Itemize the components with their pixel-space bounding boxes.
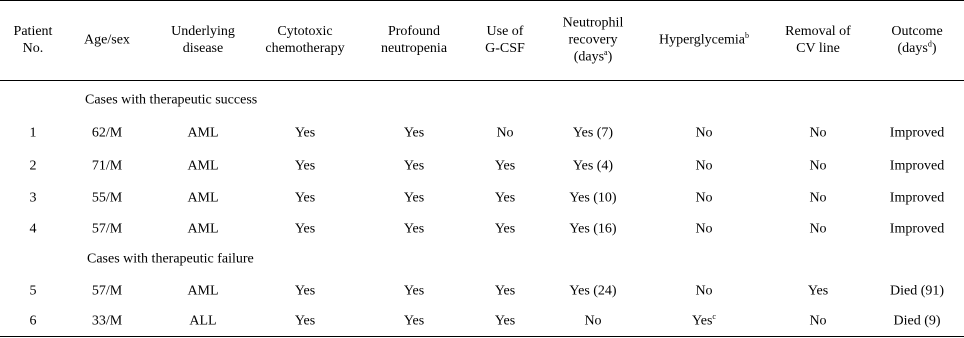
cell-chemotherapy: Yes — [294, 283, 316, 299]
cell-disease: ALL — [189, 313, 217, 329]
header-age-sex — [84, 32, 130, 49]
header-line: neutropenia — [380, 41, 448, 56]
header-line: Underlying — [171, 24, 235, 39]
cell-recovery: No — [584, 313, 602, 329]
cell-patient-no: 3 — [29, 190, 37, 206]
header-use-of-gcsf — [485, 23, 525, 57]
cell-text: Yes — [692, 313, 713, 329]
bottom-rule — [0, 336, 964, 337]
header-line: disease — [182, 41, 224, 56]
cell-chemotherapy: Yes — [294, 313, 316, 329]
cell-text: No — [695, 190, 713, 206]
cell-removal: No — [809, 313, 827, 329]
header-line: Age/sex — [84, 32, 130, 48]
cell-outcome: Improved — [889, 221, 945, 237]
cell-gcsf: Yes — [494, 221, 516, 237]
cell-neutropenia: Yes — [403, 190, 425, 206]
cell-disease: AML — [187, 221, 219, 237]
cell-recovery: Yes (7) — [572, 125, 614, 141]
cell-neutropenia: Yes — [403, 313, 425, 329]
cell-age-sex: 55/M — [91, 190, 123, 206]
header-line: CV line — [796, 41, 840, 56]
cell-neutropenia: Yes — [403, 125, 425, 141]
header-patient-no — [14, 23, 53, 57]
cell-text: No — [695, 125, 713, 141]
header-line: chemotherapy — [265, 41, 345, 56]
cell-text: No — [695, 283, 713, 299]
cell-gcsf: Yes — [494, 158, 516, 174]
header-line: Cytotoxic — [277, 24, 333, 39]
cell-disease: AML — [187, 283, 219, 299]
cell-hyperglycemia — [692, 313, 716, 330]
cell-age-sex: 33/M — [91, 313, 123, 329]
cell-removal: No — [809, 158, 827, 174]
header-line — [891, 40, 942, 57]
cell-hyperglycemia — [695, 221, 712, 238]
header-line: Outcome — [891, 24, 943, 39]
cell-removal: No — [809, 221, 827, 237]
header-text: Hyperglycemia — [658, 32, 746, 48]
cell-disease: AML — [187, 158, 219, 174]
cell-age-sex: 57/M — [91, 221, 123, 237]
cell-age-sex: 62/M — [91, 125, 123, 141]
cell-recovery: Yes (24) — [569, 283, 617, 299]
header-line: Profound — [387, 24, 441, 39]
cell-outcome: Died (91) — [889, 283, 945, 299]
cell-neutropenia: Yes — [403, 221, 425, 237]
header-text: (days — [897, 41, 928, 56]
header-hyperglycemia — [659, 32, 749, 49]
cell-chemotherapy: Yes — [294, 221, 316, 237]
cell-outcome: Improved — [889, 125, 945, 141]
cell-removal: No — [809, 190, 827, 206]
footnote-marker: d — [927, 39, 932, 49]
cell-recovery: Yes (4) — [572, 158, 614, 174]
header-neutrophil-recovery — [563, 15, 624, 66]
header-line — [659, 32, 749, 49]
cell-hyperglycemia — [695, 283, 712, 300]
header-text: (days — [573, 49, 605, 65]
cell-patient-no: 1 — [29, 125, 37, 141]
header-line: Use of — [486, 24, 524, 39]
cell-outcome: Improved — [889, 190, 945, 206]
cell-recovery: Yes (10) — [569, 190, 617, 206]
footnote-marker: c — [712, 311, 716, 321]
header-cytotoxic-chemotherapy — [265, 23, 344, 57]
cell-disease: AML — [187, 125, 219, 141]
header-rule — [0, 80, 964, 81]
cell-age-sex: 57/M — [91, 283, 123, 299]
cell-age-sex: 71/M — [91, 158, 123, 174]
cell-text: No — [695, 221, 713, 237]
cell-gcsf: No — [496, 125, 514, 141]
header-line: recovery — [568, 32, 618, 48]
header-line: Patient — [13, 24, 53, 39]
cell-removal: No — [809, 125, 827, 141]
header-line: G-CSF — [485, 41, 525, 56]
footnote-marker: a — [604, 47, 608, 57]
header-line: Removal of — [785, 24, 851, 39]
cell-recovery: Yes (16) — [569, 221, 617, 237]
cell-gcsf: Yes — [494, 283, 516, 299]
header-removal-of-cv-line — [785, 23, 851, 57]
header-text: ) — [931, 41, 937, 56]
cell-patient-no: 5 — [29, 283, 37, 299]
cell-gcsf: Yes — [494, 313, 516, 329]
cell-chemotherapy: Yes — [294, 190, 316, 206]
cell-patient-no: 2 — [29, 158, 37, 174]
header-line: Neutrophil — [562, 15, 624, 31]
cell-hyperglycemia — [695, 190, 712, 207]
section-title: Cases with therapeutic failure — [87, 251, 254, 267]
header-profound-neutropenia — [381, 23, 447, 57]
cell-removal: Yes — [807, 283, 829, 299]
top-rule — [0, 0, 964, 1]
cell-disease: AML — [187, 190, 219, 206]
cell-neutropenia: Yes — [403, 158, 425, 174]
cell-outcome: Died (9) — [893, 313, 941, 329]
cell-outcome: Improved — [889, 158, 945, 174]
cell-chemotherapy: Yes — [294, 158, 316, 174]
header-line: No. — [22, 41, 44, 56]
cell-hyperglycemia — [695, 158, 712, 175]
cell-neutropenia: Yes — [403, 283, 425, 299]
cell-text: No — [695, 158, 713, 174]
header-text: ) — [607, 49, 613, 65]
cell-chemotherapy: Yes — [294, 125, 316, 141]
header-underlying-disease — [171, 23, 235, 57]
cell-gcsf: Yes — [494, 190, 516, 206]
footnote-marker: b — [745, 30, 750, 40]
header-outcome — [891, 23, 942, 57]
cell-hyperglycemia — [695, 125, 712, 142]
cell-patient-no: 6 — [29, 313, 37, 329]
cell-patient-no: 4 — [29, 221, 37, 237]
section-title: Cases with therapeutic success — [85, 92, 258, 108]
header-line — [563, 49, 624, 66]
